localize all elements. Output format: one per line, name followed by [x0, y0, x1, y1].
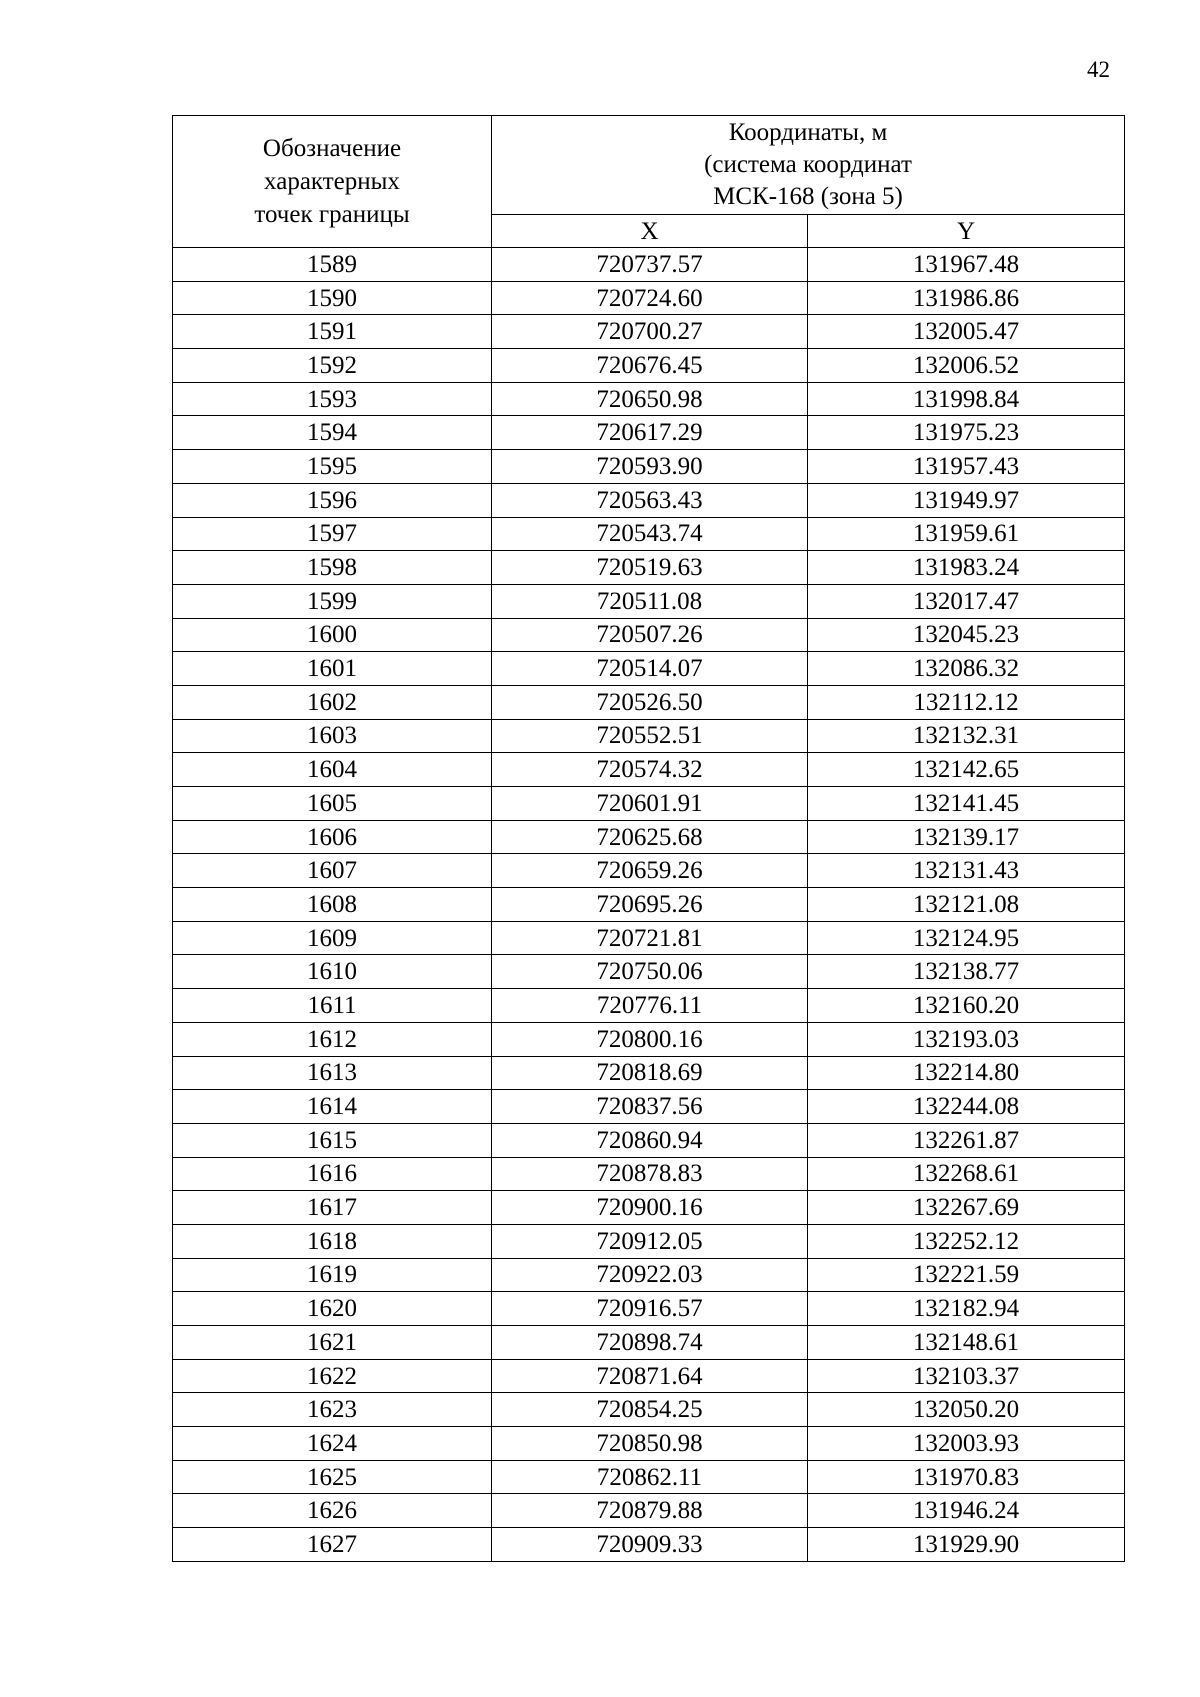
table-row: [173, 1022, 1125, 1056]
y-coordinate-cell: 132261.87: [808, 1123, 1125, 1157]
x-coordinate-cell: 720871.64: [492, 1359, 808, 1393]
table-row: [173, 416, 1125, 450]
x-coordinate-cell: 720898.74: [492, 1326, 808, 1360]
table-row: [173, 1292, 1125, 1326]
y-coordinate-cell: 132017.47: [808, 584, 1125, 618]
x-coordinate-cell: 720878.83: [492, 1157, 808, 1191]
point-cell: 1603: [173, 719, 492, 753]
y-coordinate-cell: 131975.23: [808, 416, 1125, 450]
point-header-line: точек границы: [254, 201, 410, 228]
y-coordinate-cell: 131959.61: [808, 517, 1125, 551]
y-coordinate-cell: 132193.03: [808, 1022, 1125, 1056]
table-row: [173, 382, 1125, 416]
y-coordinate-cell: 132124.95: [808, 921, 1125, 955]
coords-header-line: Координаты, м: [728, 119, 888, 146]
y-coordinate-cell: 131957.43: [808, 450, 1125, 484]
x-coordinate-cell: 720721.81: [492, 921, 808, 955]
point-cell: 1621: [173, 1326, 492, 1360]
y-coordinate-cell: 132132.31: [808, 719, 1125, 753]
y-coordinate-cell: 132182.94: [808, 1292, 1125, 1326]
point-cell: 1607: [173, 854, 492, 888]
y-coordinate-cell: 132221.59: [808, 1258, 1125, 1292]
table-row: [173, 1191, 1125, 1225]
y-coordinate-cell: 132148.61: [808, 1326, 1125, 1360]
x-coordinate-cell: 720700.27: [492, 315, 808, 349]
table-row: [173, 1123, 1125, 1157]
x-coordinate-cell: 720879.88: [492, 1494, 808, 1528]
coords-header-line: (система координат: [704, 151, 912, 178]
y-coordinate-cell: 132003.93: [808, 1427, 1125, 1461]
point-cell: 1604: [173, 753, 492, 787]
y-coordinate-cell: 132103.37: [808, 1359, 1125, 1393]
y-coordinate-cell: 132252.12: [808, 1224, 1125, 1258]
x-coordinate-cell: 720650.98: [492, 382, 808, 416]
table-row: [173, 618, 1125, 652]
y-coordinate-cell: 132139.17: [808, 820, 1125, 854]
y-coordinate-cell: 132142.65: [808, 753, 1125, 787]
table-row: [173, 1157, 1125, 1191]
x-coordinate-cell: 720916.57: [492, 1292, 808, 1326]
table-row: [173, 955, 1125, 989]
x-coordinate-cell: 720543.74: [492, 517, 808, 551]
y-coordinate-cell: 132006.52: [808, 349, 1125, 383]
x-coordinate-cell: 720737.57: [492, 248, 808, 282]
table-row: [173, 652, 1125, 686]
point-cell: 1605: [173, 787, 492, 821]
point-cell: 1620: [173, 1292, 492, 1326]
x-coordinate-cell: 720507.26: [492, 618, 808, 652]
y-coordinate-cell: 131983.24: [808, 551, 1125, 585]
point-cell: 1624: [173, 1427, 492, 1461]
point-cell: 1609: [173, 921, 492, 955]
point-cell: 1612: [173, 1022, 492, 1056]
point-cell: 1599: [173, 584, 492, 618]
table-row: [173, 1224, 1125, 1258]
table-header: [173, 116, 1125, 248]
page-number: 42: [1087, 57, 1110, 82]
point-cell: 1589: [173, 248, 492, 282]
table-row: [173, 248, 1125, 282]
point-cell: 1616: [173, 1157, 492, 1191]
y-coordinate-cell: 131967.48: [808, 248, 1125, 282]
point-cell: 1593: [173, 382, 492, 416]
x-coordinate-cell: 720563.43: [492, 483, 808, 517]
point-cell: 1611: [173, 989, 492, 1023]
point-cell: 1606: [173, 820, 492, 854]
point-cell: 1615: [173, 1123, 492, 1157]
table-row: [173, 281, 1125, 315]
table-row: [173, 787, 1125, 821]
x-coordinate-cell: 720519.63: [492, 551, 808, 585]
y-coordinate-cell: 132050.20: [808, 1393, 1125, 1427]
point-cell: 1597: [173, 517, 492, 551]
y-coordinate-cell: 132138.77: [808, 955, 1125, 989]
x-coordinate-cell: 720860.94: [492, 1123, 808, 1157]
x-coordinate-cell: 720676.45: [492, 349, 808, 383]
x-coordinate-cell: 720909.33: [492, 1528, 808, 1562]
point-cell: 1591: [173, 315, 492, 349]
point-cell: 1626: [173, 1494, 492, 1528]
point-cell: 1614: [173, 1090, 492, 1124]
point-cell: 1610: [173, 955, 492, 989]
point-cell: 1590: [173, 281, 492, 315]
table-row: [173, 921, 1125, 955]
point-cell: 1619: [173, 1258, 492, 1292]
y-coordinate-cell: 132268.61: [808, 1157, 1125, 1191]
point-cell: 1600: [173, 618, 492, 652]
x-coordinate-cell: 720750.06: [492, 955, 808, 989]
table-row: [173, 854, 1125, 888]
point-cell: 1608: [173, 888, 492, 922]
y-coordinate-cell: 132112.12: [808, 685, 1125, 719]
table-row: [173, 1393, 1125, 1427]
y-coordinate-cell: 132005.47: [808, 315, 1125, 349]
point-cell: 1617: [173, 1191, 492, 1225]
y-coordinate-cell: 131998.84: [808, 382, 1125, 416]
table-row: [173, 1326, 1125, 1360]
table-body: [173, 248, 1125, 1562]
x-column-header: X: [492, 215, 808, 248]
table-row: [173, 685, 1125, 719]
table-row: [173, 315, 1125, 349]
y-coordinate-cell: 131970.83: [808, 1460, 1125, 1494]
point-header-line: Обозначение: [262, 135, 402, 162]
y-coordinate-cell: 131949.97: [808, 483, 1125, 517]
point-cell: 1625: [173, 1460, 492, 1494]
point-cell: 1623: [173, 1393, 492, 1427]
x-coordinate-cell: 720800.16: [492, 1022, 808, 1056]
table-row: [173, 1056, 1125, 1090]
point-cell: 1622: [173, 1359, 492, 1393]
table-row: [173, 1090, 1125, 1124]
point-cell: 1601: [173, 652, 492, 686]
x-coordinate-cell: 720724.60: [492, 281, 808, 315]
table-row: [173, 517, 1125, 551]
table-row: [173, 349, 1125, 383]
coords-header-line: МСК-168 (зона 5): [713, 183, 903, 210]
x-coordinate-cell: 720837.56: [492, 1090, 808, 1124]
table-row: [173, 719, 1125, 753]
x-coordinate-cell: 720659.26: [492, 854, 808, 888]
x-coordinate-cell: 720900.16: [492, 1191, 808, 1225]
point-cell: 1627: [173, 1528, 492, 1562]
coordinates-table: [172, 115, 1125, 1562]
y-coordinate-cell: 131946.24: [808, 1494, 1125, 1528]
x-coordinate-cell: 720818.69: [492, 1056, 808, 1090]
table-row: [173, 888, 1125, 922]
table-row: [173, 1460, 1125, 1494]
point-cell: 1602: [173, 685, 492, 719]
table-row: [173, 1258, 1125, 1292]
y-coordinate-cell: 132160.20: [808, 989, 1125, 1023]
x-coordinate-cell: 720695.26: [492, 888, 808, 922]
x-coordinate-cell: 720574.32: [492, 753, 808, 787]
y-coordinate-cell: 132244.08: [808, 1090, 1125, 1124]
x-coordinate-cell: 720593.90: [492, 450, 808, 484]
y-coordinate-cell: 132214.80: [808, 1056, 1125, 1090]
table-row: [173, 1494, 1125, 1528]
x-coordinate-cell: 720601.91: [492, 787, 808, 821]
point-cell: 1592: [173, 349, 492, 383]
point-cell: 1595: [173, 450, 492, 484]
y-coordinate-cell: 132121.08: [808, 888, 1125, 922]
point-cell: 1598: [173, 551, 492, 585]
y-column-header: Y: [808, 215, 1125, 248]
table-row: [173, 1359, 1125, 1393]
table-row: [173, 584, 1125, 618]
y-coordinate-cell: 132131.43: [808, 854, 1125, 888]
x-coordinate-cell: 720514.07: [492, 652, 808, 686]
table-row: [173, 551, 1125, 585]
x-coordinate-cell: 720862.11: [492, 1460, 808, 1494]
point-cell: 1618: [173, 1224, 492, 1258]
point-designation-header: [173, 116, 492, 248]
x-coordinate-cell: 720776.11: [492, 989, 808, 1023]
point-cell: 1596: [173, 483, 492, 517]
x-coordinate-cell: 720625.68: [492, 820, 808, 854]
coordinates-header: [492, 116, 1125, 215]
y-coordinate-cell: 132045.23: [808, 618, 1125, 652]
x-coordinate-cell: 720617.29: [492, 416, 808, 450]
table-row: [173, 483, 1125, 517]
table-row: [173, 1528, 1125, 1562]
y-coordinate-cell: 131929.90: [808, 1528, 1125, 1562]
point-cell: 1594: [173, 416, 492, 450]
table-row: [173, 820, 1125, 854]
table-row: [173, 989, 1125, 1023]
y-coordinate-cell: 132086.32: [808, 652, 1125, 686]
table-row: [173, 753, 1125, 787]
x-coordinate-cell: 720854.25: [492, 1393, 808, 1427]
point-header-line: характерных: [264, 168, 400, 195]
table-row: [173, 450, 1125, 484]
table-row: [173, 1427, 1125, 1461]
x-coordinate-cell: 720850.98: [492, 1427, 808, 1461]
point-cell: 1613: [173, 1056, 492, 1090]
x-coordinate-cell: 720922.03: [492, 1258, 808, 1292]
y-coordinate-cell: 132141.45: [808, 787, 1125, 821]
y-coordinate-cell: 131986.86: [808, 281, 1125, 315]
x-coordinate-cell: 720511.08: [492, 584, 808, 618]
y-coordinate-cell: 132267.69: [808, 1191, 1125, 1225]
x-coordinate-cell: 720526.50: [492, 685, 808, 719]
x-coordinate-cell: 720912.05: [492, 1224, 808, 1258]
x-coordinate-cell: 720552.51: [492, 719, 808, 753]
